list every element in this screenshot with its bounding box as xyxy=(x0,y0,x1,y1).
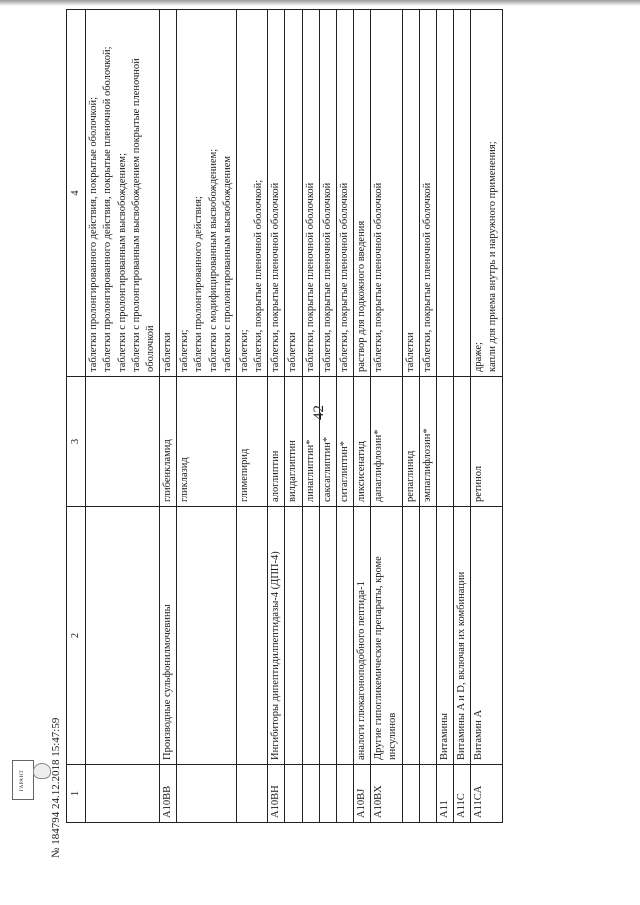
forms-cell xyxy=(177,10,237,377)
code-cell xyxy=(336,765,353,823)
code-cell: A11C xyxy=(454,765,471,823)
table-row xyxy=(86,10,160,823)
drug-cell xyxy=(454,377,471,507)
forms-cell xyxy=(319,10,336,377)
scan-edge xyxy=(0,0,640,6)
group-cell: аналоги глюкагоноподобного пептида-1 xyxy=(354,507,371,765)
table-row xyxy=(336,10,353,823)
drug-cell xyxy=(86,377,160,507)
group-cell: Производные сульфонилмочевины xyxy=(160,507,177,765)
table-row xyxy=(160,10,177,823)
forms-cell xyxy=(402,10,419,377)
drug-cell: саксаглиптин* xyxy=(319,377,336,507)
drug-cell xyxy=(436,377,453,507)
datetime: 24.12.2018 15:47:59 xyxy=(50,717,62,809)
code-cell: A11CA xyxy=(471,765,502,823)
drug-cell: вилдаглиптин xyxy=(285,377,302,507)
form-line: таблетки, покрытые пленочной оболочкой xyxy=(270,182,282,372)
form-line: таблетки, покрытые пленочной оболочкой xyxy=(421,182,433,372)
form-line: таблетки с пролонгированным высвобождением покрытые пленочной оболочкой xyxy=(130,58,156,372)
table-row xyxy=(236,10,267,823)
code-cell xyxy=(402,765,419,823)
form-line: таблетки; xyxy=(238,329,250,372)
forms-cell xyxy=(471,10,502,377)
drug-cell: репаглинид xyxy=(402,377,419,507)
forms-cell xyxy=(268,10,285,377)
crest-icon xyxy=(33,763,51,779)
form-line: таблетки xyxy=(162,332,174,372)
stamp xyxy=(12,760,34,800)
code-cell: A11 xyxy=(436,765,453,823)
group-cell xyxy=(319,507,336,765)
form-line: таблетки, покрытые пленочной оболочкой; xyxy=(253,179,265,372)
code-cell xyxy=(285,765,302,823)
drug-cell: глибенкламид xyxy=(160,377,177,507)
form-line: таблетки, покрытые пленочной оболочкой xyxy=(321,182,333,372)
form-line: раствор для подкожного введения xyxy=(356,220,368,372)
form-line: таблетки пролонгированного действия, покрытые пленочной оболочкой; xyxy=(102,46,114,372)
form-line: драже; xyxy=(473,342,485,372)
rotated-table-sheet xyxy=(66,10,586,823)
forms-cell xyxy=(86,10,160,377)
code-cell xyxy=(86,765,160,823)
reg-number: № 184794 xyxy=(50,811,62,858)
header-col-2: 2 xyxy=(67,507,86,765)
group-cell xyxy=(402,507,419,765)
form-line: таблетки с модифицированным высвобождением; xyxy=(207,148,219,372)
header-col-1: 1 xyxy=(67,765,86,823)
drug-cell: глимепирид xyxy=(236,377,267,507)
code-cell: A10BJ xyxy=(354,765,371,823)
form-line: таблетки с пролонгированным высвобождением; xyxy=(116,153,128,372)
form-line: таблетки, покрытые пленочной оболочкой xyxy=(373,182,385,372)
code-cell xyxy=(302,765,319,823)
forms-cell xyxy=(436,10,453,377)
table-row xyxy=(419,10,436,823)
forms-cell xyxy=(336,10,353,377)
forms-cell xyxy=(371,10,402,377)
group-cell xyxy=(302,507,319,765)
forms-cell xyxy=(236,10,267,377)
group-cell: Другие гипогликемические препараты, кроме инсулинов xyxy=(371,507,402,765)
drug-table xyxy=(66,9,503,823)
table-row xyxy=(471,10,502,823)
form-line: таблетки; xyxy=(179,329,191,372)
drug-cell: дапаглифлозин* xyxy=(371,377,402,507)
code-cell: A10BH xyxy=(268,765,285,823)
code-cell: A10BB xyxy=(160,765,177,823)
code-cell xyxy=(319,765,336,823)
drug-cell: ликсисенатид xyxy=(354,377,371,507)
table-row xyxy=(302,10,319,823)
group-cell: Ингибиторы дипептидилпептидазы-4 (ДПП-4) xyxy=(268,507,285,765)
code-cell: A10BX xyxy=(371,765,402,823)
drug-cell: алоглиптин xyxy=(268,377,285,507)
forms-cell xyxy=(454,10,471,377)
group-cell xyxy=(336,507,353,765)
table-row xyxy=(436,10,453,823)
code-cell xyxy=(177,765,237,823)
forms-cell xyxy=(285,10,302,377)
group-cell: Витамины xyxy=(436,507,453,765)
forms-cell xyxy=(354,10,371,377)
drug-cell: ретинол xyxy=(471,377,502,507)
drug-cell: эмпаглифлозин* xyxy=(419,377,436,507)
group-cell xyxy=(285,507,302,765)
form-line: капли для приема внутрь и наружного применения; xyxy=(487,141,499,372)
group-cell: Витамины A и D, включая их комбинации xyxy=(454,507,471,765)
forms-cell xyxy=(302,10,319,377)
table-row xyxy=(177,10,237,823)
form-line: таблетки с пролонгированным высвобождением xyxy=(221,155,233,372)
page-number: 42 xyxy=(311,405,327,420)
group-cell xyxy=(177,507,237,765)
drug-cell: ситаглиптин* xyxy=(336,377,353,507)
form-line: таблетки пролонгированного действия; xyxy=(193,196,205,372)
group-cell xyxy=(419,507,436,765)
forms-cell xyxy=(160,10,177,377)
table-row xyxy=(285,10,302,823)
header-col-4: 4 xyxy=(67,10,86,377)
form-line: таблетки, покрытые пленочной оболочкой xyxy=(304,182,316,372)
document-footer xyxy=(50,718,62,858)
table-row xyxy=(402,10,419,823)
stamp-text: ГАРАНТ xyxy=(20,769,26,791)
drug-cell: линаглиптин* xyxy=(302,377,319,507)
group-cell: Витамин A xyxy=(471,507,502,765)
header-col-3: 3 xyxy=(67,377,86,507)
code-cell xyxy=(419,765,436,823)
code-cell xyxy=(236,765,267,823)
forms-cell xyxy=(419,10,436,377)
table-row xyxy=(354,10,371,823)
drug-cell: гликлазид xyxy=(177,377,237,507)
table-row xyxy=(454,10,471,823)
table-body xyxy=(86,10,502,823)
table-row xyxy=(371,10,402,823)
table-row xyxy=(268,10,285,823)
form-line: таблетки, покрытые пленочной оболочкой xyxy=(338,182,350,372)
form-line: таблетки xyxy=(287,332,299,372)
form-line: таблетки пролонгированного действия, покрытые оболочкой; xyxy=(88,97,100,372)
group-cell xyxy=(236,507,267,765)
form-line: таблетки xyxy=(404,332,416,372)
group-cell xyxy=(86,507,160,765)
table-row xyxy=(319,10,336,823)
header-row xyxy=(67,10,86,823)
